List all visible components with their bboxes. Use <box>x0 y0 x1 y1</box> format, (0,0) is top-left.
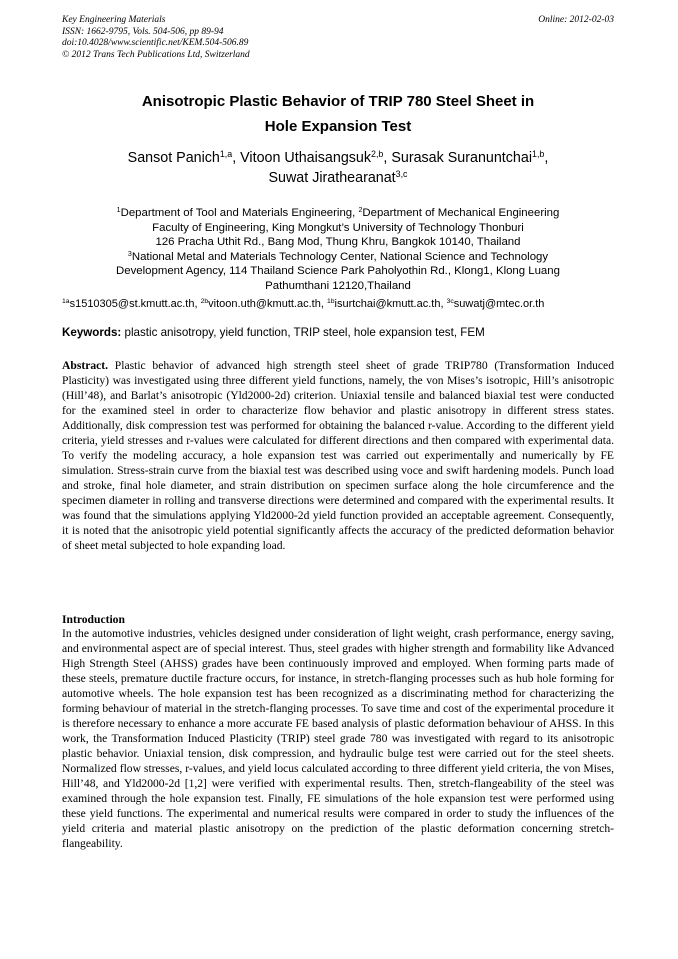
journal-header <box>62 15 614 61</box>
paper-title <box>62 89 614 139</box>
author-line-1 <box>62 148 614 168</box>
author-emails <box>62 297 622 311</box>
title-line-1: Anisotropic Plastic Behavior of TRIP 780 Steel Sheet in <box>141 93 535 110</box>
abstract-text: Plastic behavior of advanced high strength steel sheet of grade TRIP780 (Transformation Induced Plasticity) was investigated using three different yield functions, namely, the von Mises’s isotropic, Hill’s anisotropic (Hill’48), and Barlat’s anisotropic (Yld2000-2d) criterion. Uniaxial tensile and balanced biaxial test were conducted for the examined steel in order to characterize flow behavior and plastic anisotropy in different stress states. Additionally, disk compression test was performed for obtaining the balanced r-value. According to the different yield criteria, yield stresses and r-values were calculated for different directions and then compared with experimental data. To verify the modeling accuracy, a hole expansion test was carried out experimentally and numerically by FE simulation. Stress-strain curve from the biaxial test was described using voce and swift hardening models. Punch load and stroke, final hole diameter, and strain distribution on specimen surface along the hole circumference and the specimen diameter in rolling and transverse directions were determined and compared with the experimental results. It was found that the simulations applying Yld2000-2d yield function provided an acceptable agreement. Consequently, it is noted that the anisotropic yield potential significantly affects the accuracy of the predicted deformation behavior of sheet metal subjected to hole expanding load. <box>62 359 614 552</box>
journal-name: Key Engineering Materials <box>62 15 166 25</box>
abstract-label: Abstract. <box>62 359 109 372</box>
author-superscript: 2,b <box>371 149 384 160</box>
author-superscript: 1,b <box>532 149 545 160</box>
introduction-heading: Introduction <box>62 613 125 626</box>
affiliation-text: National Metal and Materials Technology Center, National Science and Technology <box>131 250 549 263</box>
email-address: suwatj@mtec.or.th <box>453 298 545 310</box>
author-separator: , <box>544 150 549 166</box>
abstract <box>62 358 614 553</box>
affiliations <box>62 206 614 294</box>
affiliation-line <box>62 250 614 265</box>
author-list <box>62 148 614 188</box>
author-separator: , <box>232 150 241 166</box>
affiliation-line: Faculty of Engineering, King Mongkut’s University of Technology Thonburi <box>152 221 524 234</box>
online-date: Online: 2012-02-03 <box>538 15 614 25</box>
issn-line: ISSN: 1662-9795, Vols. 504-506, pp 89-94 <box>62 26 224 37</box>
author-name: Surasak Suranuntchai <box>391 150 533 166</box>
author-line-2 <box>62 168 614 188</box>
title-line-2: Hole Expansion Test <box>264 118 412 135</box>
email-address: s1510305@st.kmutt.ac.th, <box>69 298 201 310</box>
author-superscript: 1,a <box>219 149 233 160</box>
author-superscript: 3,c <box>395 169 408 180</box>
keywords-label: Keywords: <box>62 326 122 339</box>
affiliation-line: 126 Pracha Uthit Rd., Bang Mod, Thung Khru, Bangkok 10140, Thailand <box>155 236 521 249</box>
email-address: isurtchai@kmutt.ac.th, <box>334 298 447 310</box>
affiliation-superscript: 1 <box>116 207 121 215</box>
affiliation-text: Department of Mechanical Engineering <box>362 207 560 219</box>
affiliation-line: Pathumthani 12120,Thailand <box>265 279 411 292</box>
affiliation-superscript: 3 <box>127 250 132 258</box>
doi-line: doi:10.4028/www.scientific.net/KEM.504-506.89 <box>62 38 249 49</box>
copyright-line: © 2012 Trans Tech Publications Ltd, Switzerland <box>62 49 250 60</box>
affiliation-superscript: 2 <box>358 207 363 215</box>
affiliation-line: Development Agency, 114 Thailand Science Park Paholyothin Rd., Klong1, Klong Luang <box>116 265 560 278</box>
author-name: Suwat Jirathearanat <box>268 170 396 186</box>
introduction-text: In the automotive industries, vehicles designed under consideration of light weight, crash performance, energy saving, and environmental aspect are of special interest. Thus, steel grades with higher strength and formability like Advanced High Strength Steel (AHSS) grades have been continuously improved and employed. When forming parts made of these steels, premature ductile fracture occurs, for instance, in stretch-flanging processes such as hub hole forming for automotive wheels. The hole expansion test has been recognized as a discriminating method for characterizing the forming behaviour of material in the stretch-flanging processes. To save time and cost of the experimental procedure it is therefore necessary to enhance a more accurate FE based analysis of plastic deformation behaviour of AHSS. In this work, the Transformation Induced Plasticity (TRIP) steel grade 780 was investigated with regard to its anisotropic plastic behavior. Uniaxial tension, disk compression, and hydraulic bulge test were carried out for the steel sheets. Normalized flow stresses, r-values, and yield locus calculated according to three different yield criteria, the von Mises, Hill’48, and Yld2000-2d [1,2] were verified with experimental results. Then, stretch-flangeability of the steel was examined through the hole expansion test. Finally, FE simulations of the hole expansion test were performed using these yield functions. The experimental and numerical results were compared in order to study the influences of the yield criteria and material plastic anisotropy on the prediction of the plastic deformation concerning stretch-flangeability. <box>62 627 614 850</box>
author-name: Vitoon Uthaisangsuk <box>240 150 372 166</box>
email-superscript: 1b <box>326 298 335 306</box>
email-superscript: 3c <box>446 298 454 306</box>
affiliation-line <box>62 206 614 221</box>
email-superscript: 2b <box>200 298 209 306</box>
keywords-text: plastic anisotropy, yield function, TRIP steel, hole expansion test, FEM <box>121 326 485 339</box>
email-address: vitoon.uth@kmutt.ac.th, <box>208 298 327 310</box>
email-superscript: 1a <box>62 298 70 306</box>
affiliation-text: Department of Tool and Materials Engineering, <box>120 207 359 219</box>
author-name: Sansot Panich <box>127 150 220 166</box>
author-separator: , <box>383 150 392 166</box>
keywords <box>62 326 614 340</box>
